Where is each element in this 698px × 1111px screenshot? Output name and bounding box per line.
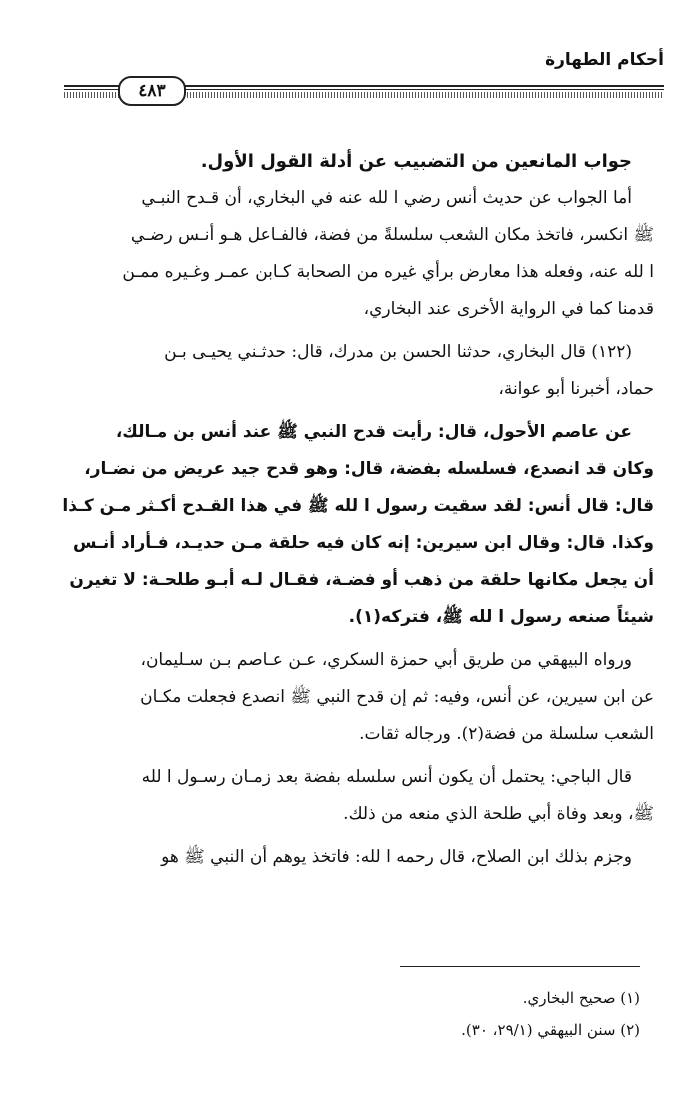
text-line: ﷺ، وبعد وفاة أبي طلحة الذي منعه من ذلك. — [343, 804, 654, 824]
hadith-text-line: قال: قال أنس: لقد سقيت رسول ا لله ﷺ في هذا القـدح أكـثر مـن كـذا — [62, 496, 654, 516]
text-line: أما الجواب عن حديث أنس رضي ا لله عنه في البخاري، أن قـدح النبـي — [141, 188, 632, 208]
text-line: الشعب سلسلة من فضة(٢). ورجاله ثقات. — [359, 724, 654, 744]
section-heading: جواب المانعين من التضبيب عن أدلة القول الأول. — [200, 151, 632, 172]
footnote-divider — [400, 966, 640, 967]
hadith-text-line: أن يجعل مكانها حلقة من ذهب أو فضـة، فقـال لـه أبـو طلحـة: لا تغيرن — [69, 570, 654, 590]
page-number: ٤٨٣ — [118, 76, 186, 106]
text-line: ورواه البيهقي من طريق أبي حمزة السكري، عـن عـاصم بـن سـليمان، — [140, 650, 632, 670]
hadith-number-line: (١٢٢) قال البخاري، حدثنا الحسن بن مدرك، قال: حدثـني يحيـى بـن — [164, 342, 632, 362]
text-line: قدمنا كما في الرواية الأخرى عند البخاري، — [363, 299, 654, 319]
text-line: عن ابن سيرين، عن أنس، وفيه: ثم إن قدح النبي ﷺ انصدع فجعلت مكـان — [140, 687, 654, 707]
main-text — [40, 143, 654, 876]
text-line: ﷺ انكسر، فاتخذ مكان الشعب سلسلةً من فضة، فالفـاعل هـو أنـس رضـي — [130, 225, 654, 245]
page-header — [0, 0, 698, 110]
footnotes — [240, 982, 640, 1046]
hadith-text-line: وكان قد انصدع، فسلسله بفضة، قال: وهو قدح جيد عريض من نضـار، — [84, 459, 654, 479]
hadith-text-line: شيئاً صنعه رسول ا لله ﷺ، فتركه(١). — [348, 607, 654, 627]
hadith-text-line: وكذا. قال: وقال ابن سيرين: إنه كان فيه حلقة مـن حديـد، فـأراد أنـس — [72, 533, 654, 553]
text-line: ا لله عنه، وفعله هذا معارض برأي غيره من الصحابة كـابن عمـر وغـيره ممـن — [122, 262, 654, 282]
text-line: وجزم بذلك ابن الصلاح، قال رحمه ا لله: فاتخذ يوهم أن النبي ﷺ هو — [161, 847, 632, 867]
hadith-text-line: عن عاصم الأحول، قال: رأيت قدح النبي ﷺ عند أنس بن مـالك، — [115, 422, 632, 442]
book-title: أحكام الطهارة — [545, 50, 664, 70]
text-line: قال الباجي: يحتمل أن يكون أنس سلسله بفضة بعد زمـان رسـول ا لله — [141, 767, 632, 787]
footnote: (٢) سنن البيهقي (٢٩/١، ٣٠). — [461, 1021, 640, 1039]
footnote: (١) صحيح البخاري. — [522, 989, 640, 1007]
text-line: حماد، أخبرنا أبو عوانة، — [498, 379, 654, 399]
